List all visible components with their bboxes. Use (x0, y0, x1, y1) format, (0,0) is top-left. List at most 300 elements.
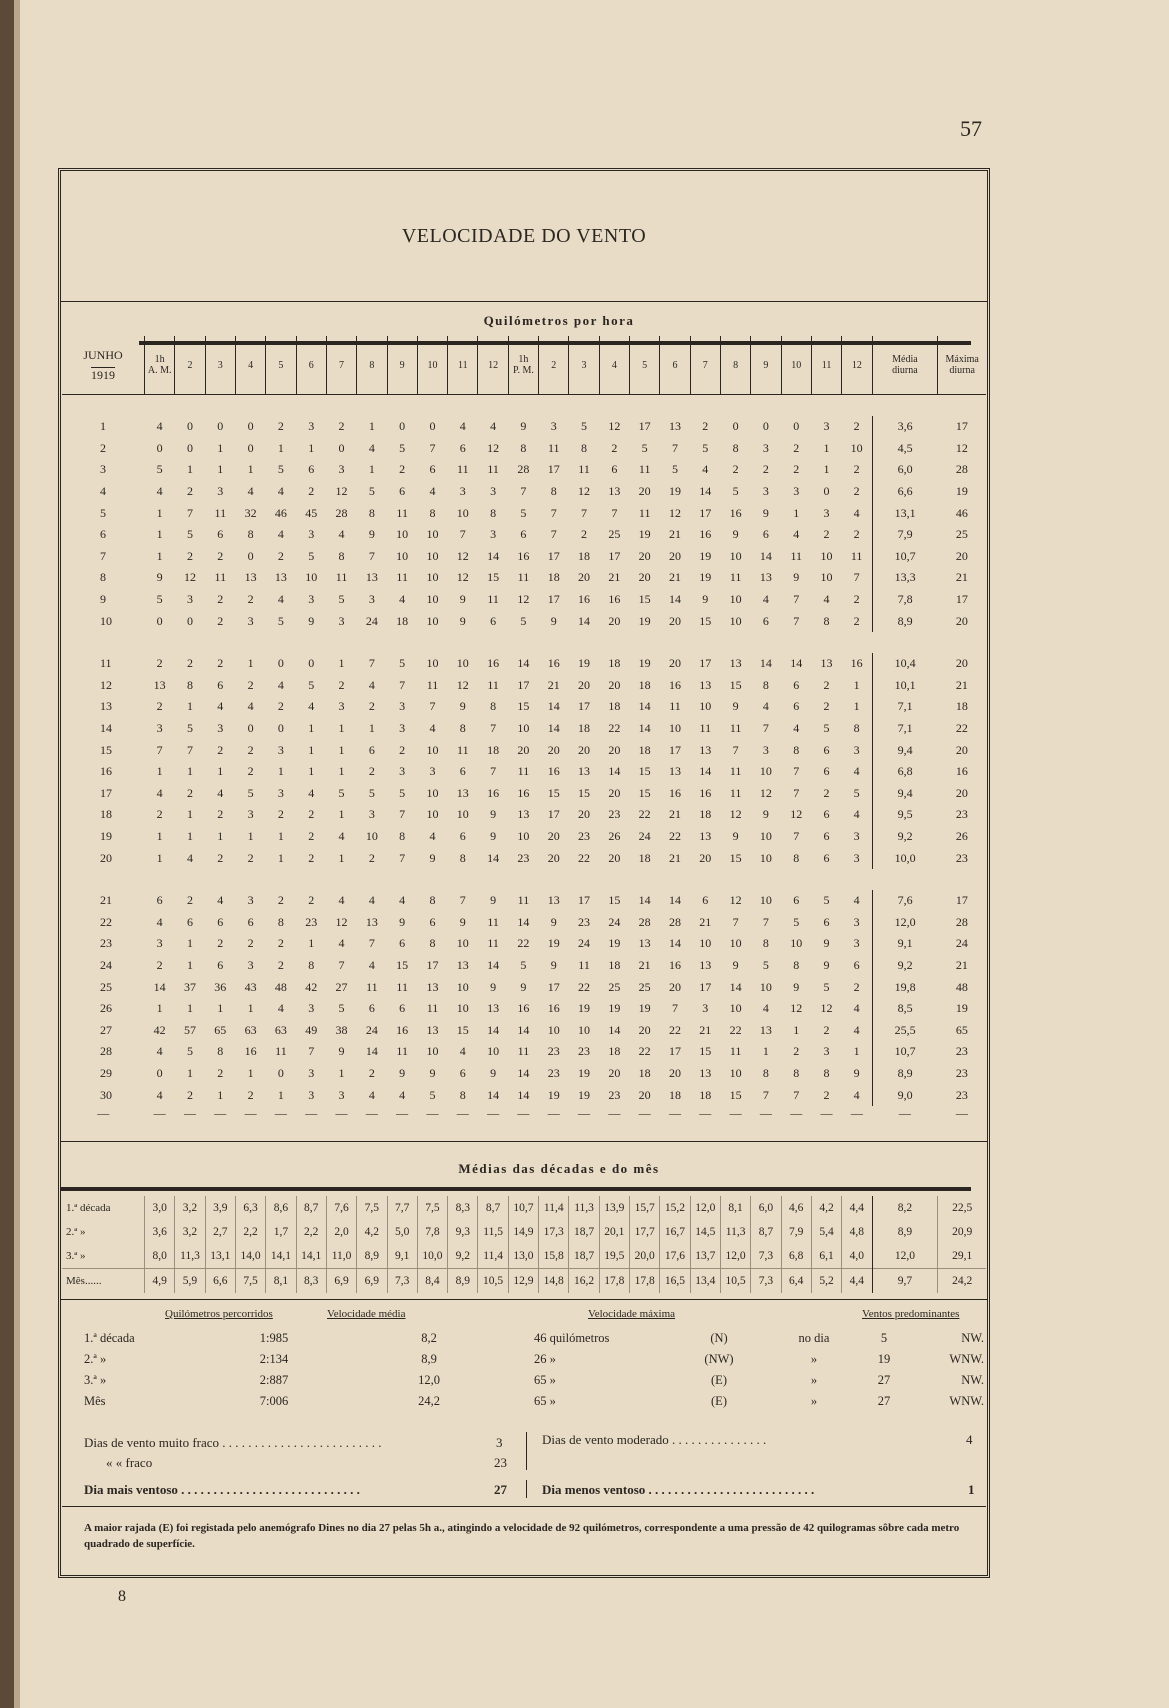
hourly-value: 14 (699, 484, 712, 499)
average-value: 9,3 (448, 1220, 478, 1244)
hourly-value: 9 (308, 613, 315, 628)
hourly-value: 3 (277, 785, 284, 800)
hourly-value: 3 (399, 699, 406, 714)
hourly-value: 5 (732, 484, 739, 499)
average-value: 16,2 (569, 1269, 599, 1294)
hourly-value: 15 (699, 613, 712, 628)
hourly-value: 18 (699, 1087, 712, 1102)
daily-mean: 10,7 (872, 1041, 938, 1063)
hourly-value: 8 (581, 440, 588, 455)
day-row (62, 1019, 986, 1041)
hourly-value: 16 (608, 592, 621, 607)
hourly-value: 23 (547, 1065, 560, 1080)
hourly-value: 4 (368, 677, 375, 692)
hourly-value: 16 (547, 656, 560, 671)
hourly-value: 1 (156, 764, 163, 779)
hourly-value: 2 (853, 613, 860, 628)
hourly-value: 23 (517, 850, 530, 865)
daily-max: 20 (955, 656, 968, 671)
summary-dia-label: no dia (798, 1331, 830, 1345)
average-value: 8,3 (448, 1196, 478, 1220)
summary-dir: (NW) (704, 1352, 734, 1366)
day-row (62, 890, 986, 912)
day-number: 1 (100, 419, 106, 434)
hourly-value: 15 (487, 570, 500, 585)
hourly-value: 12 (335, 914, 348, 929)
hourly-value: 5 (156, 462, 163, 477)
hourly-value: 17 (578, 699, 591, 714)
daily-max: 20 (955, 785, 968, 800)
hourly-value: 8 (550, 484, 557, 499)
hourly-value: 13 (365, 914, 378, 929)
hourly-value: 16 (699, 527, 712, 542)
hourly-value: 1 (247, 1065, 254, 1080)
average-label: 1.ª década (66, 1202, 111, 1214)
hourly-value: 9 (156, 570, 163, 585)
hourly-value: 2 (853, 484, 860, 499)
hourly-value: 5 (762, 957, 769, 972)
dia-menos-ventoso-label: Dia menos ventoso (542, 1482, 646, 1497)
average-value: 17,3 (539, 1220, 569, 1244)
summary-vel: 24,2 (418, 1394, 440, 1408)
daily-max: 28 (955, 914, 968, 929)
hourly-value: 16 (699, 785, 712, 800)
hourly-value: 6 (823, 914, 830, 929)
hourly-value: 7 (459, 893, 466, 908)
hour-header: 11 (448, 336, 478, 395)
hourly-value: 2 (823, 527, 830, 542)
average-value: 7,7 (387, 1196, 417, 1220)
hourly-value: 3 (368, 807, 375, 822)
hourly-value: 1 (156, 828, 163, 843)
average-value: 16,7 (660, 1220, 690, 1244)
hourly-value: 3 (490, 527, 497, 542)
hourly-value: 10 (517, 828, 530, 843)
hourly-value: 10 (456, 936, 469, 951)
hour-header: 10 (781, 336, 811, 395)
hourly-value: 11 (487, 936, 499, 951)
hourly-value: 4 (762, 1001, 769, 1016)
hourly-value: 10 (729, 548, 742, 563)
hourly-value: 2 (793, 440, 800, 455)
hourly-value: 4 (762, 699, 769, 714)
average-value: 4,0 (842, 1244, 872, 1269)
hourly-value: 2 (186, 484, 193, 499)
hourly-value: 9 (490, 979, 497, 994)
hourly-value: 6 (823, 850, 830, 865)
hourly-value: 8 (368, 505, 375, 520)
hourly-value: 13 (456, 785, 469, 800)
day-number: 4 (100, 484, 106, 499)
hourly-value: 7 (520, 484, 527, 499)
hourly-value: 6 (823, 807, 830, 822)
hourly-value: 9 (793, 979, 800, 994)
dash-mark: — (456, 1106, 469, 1121)
hourly-value: 11 (487, 677, 499, 692)
daily-max: 23 (955, 1065, 968, 1080)
hourly-value: 9 (762, 807, 769, 822)
hourly-value: 8 (853, 721, 860, 736)
hourly-value: 10 (456, 505, 469, 520)
average-value: 3,9 (205, 1196, 235, 1220)
average-value: 6,8 (781, 1244, 811, 1269)
hourly-value: 17 (547, 592, 560, 607)
hourly-value: 3 (308, 527, 315, 542)
hourly-value: 10 (426, 1044, 439, 1059)
hourly-value: 12 (668, 505, 681, 520)
hourly-value: 16 (668, 785, 681, 800)
average-value: 11,4 (539, 1196, 569, 1220)
hourly-value: 6 (368, 1001, 375, 1016)
hourly-value: 9 (399, 914, 406, 929)
hourly-value: 0 (399, 419, 406, 434)
hourly-value: 2 (308, 828, 315, 843)
daily-mean: 7,1 (872, 696, 938, 718)
hourly-value: 3 (156, 721, 163, 736)
hourly-value: 23 (547, 1044, 560, 1059)
daily-max: 23 (955, 807, 968, 822)
hourly-value: 5 (308, 548, 315, 563)
daily-max: 26 (955, 828, 968, 843)
hourly-value: 7 (186, 505, 193, 520)
hourly-value: 2 (277, 807, 284, 822)
hourly-value: 13 (517, 807, 530, 822)
hourly-value: 17 (547, 548, 560, 563)
hourly-value: 17 (547, 979, 560, 994)
hourly-value: 2 (399, 742, 406, 757)
hourly-value: 28 (517, 462, 530, 477)
hourly-value: 10 (699, 699, 712, 714)
hourly-value: 8 (823, 613, 830, 628)
hourly-value: 11 (729, 785, 742, 800)
hourly-value: 5 (520, 957, 527, 972)
hourly-value: 1 (853, 677, 860, 692)
hourly-value: 5 (853, 785, 860, 800)
hourly-value: 6 (399, 936, 406, 951)
hourly-value: 6 (762, 613, 769, 628)
average-max: 29,1 (938, 1244, 986, 1269)
hourly-value: 4 (186, 850, 193, 865)
hourly-value: 23 (305, 914, 318, 929)
daily-mean: 12,0 (872, 911, 938, 933)
hour-header: 2 (175, 336, 205, 395)
hourly-value: 1 (186, 936, 193, 951)
hourly-value: 2 (853, 979, 860, 994)
hourly-value: 3 (186, 592, 193, 607)
hourly-value: 20 (578, 742, 591, 757)
average-value: 14,9 (508, 1220, 538, 1244)
hourly-value: 6 (823, 742, 830, 757)
hourly-value: 7 (793, 1087, 800, 1102)
hourly-value: 21 (699, 1022, 712, 1037)
average-value: 14,1 (296, 1244, 326, 1269)
hourly-value: 11 (366, 979, 378, 994)
day-row (62, 847, 986, 869)
hourly-value: 9 (338, 1044, 345, 1059)
summary-km: 2:887 (259, 1373, 289, 1387)
hourly-value: 4 (247, 484, 254, 499)
daily-max: 17 (955, 592, 968, 607)
dash-mark: — (426, 1106, 439, 1121)
day-row (62, 589, 986, 611)
hourly-value: 2 (247, 592, 254, 607)
hourly-value: 4 (217, 785, 224, 800)
average-value: 8,0 (145, 1244, 175, 1269)
hourly-value: 18 (578, 721, 591, 736)
hourly-value: 11 (729, 570, 742, 585)
hourly-value: 22 (578, 850, 591, 865)
hourly-value: 4 (459, 419, 466, 434)
dash-mark: — (214, 1106, 227, 1121)
summary-row (84, 1391, 984, 1412)
average-value: 8,1 (266, 1269, 296, 1294)
hourly-value: 5 (186, 721, 193, 736)
average-value: 13,0 (508, 1244, 538, 1269)
dash-mark: — (97, 1106, 110, 1121)
hourly-value: 4 (308, 785, 315, 800)
hourly-value: 10 (820, 548, 833, 563)
dia-mais-ventoso-value: 27 (494, 1482, 507, 1497)
hourly-value: 6 (217, 914, 224, 929)
hourly-value: 4 (702, 462, 709, 477)
average-value: 3,2 (175, 1196, 205, 1220)
hourly-value: 3 (338, 613, 345, 628)
hourly-value: 4 (368, 1087, 375, 1102)
hourly-value: 8 (490, 699, 497, 714)
hourly-value: 5 (338, 592, 345, 607)
day-number: 21 (100, 893, 112, 908)
hourly-value: 2 (399, 462, 406, 477)
hourly-value: 13 (547, 893, 560, 908)
day-row (62, 524, 986, 546)
daily-mean: 9,1 (872, 933, 938, 955)
summary-top-rule (61, 1299, 987, 1300)
hourly-value: 2 (217, 548, 224, 563)
hourly-value: 0 (247, 721, 254, 736)
hourly-value: 24 (365, 1022, 378, 1037)
hourly-value: 2 (611, 440, 618, 455)
hourly-value: 7 (611, 505, 618, 520)
daily-max: 46 (955, 505, 968, 520)
hourly-value: 57 (183, 1022, 196, 1037)
day-number: 9 (100, 592, 106, 607)
hourly-value: 12 (820, 1001, 833, 1016)
hourly-value: 4 (277, 1001, 284, 1016)
dia-mais-ventoso-label: Dia mais ventoso (84, 1482, 178, 1497)
hourly-value: 9 (702, 592, 709, 607)
daily-mean: 7,1 (872, 718, 938, 740)
day-row (62, 567, 986, 589)
summary-dir: (E) (711, 1394, 727, 1408)
hourly-value: 23 (578, 828, 591, 843)
hourly-value: 6 (702, 893, 709, 908)
hourly-value: 9 (490, 1065, 497, 1080)
average-value: 7,3 (751, 1244, 781, 1269)
hourly-value: 21 (668, 807, 681, 822)
average-value: 3,6 (145, 1220, 175, 1244)
hourly-value: 20 (668, 979, 681, 994)
hourly-value: 5 (247, 785, 254, 800)
hourly-value: 22 (608, 721, 621, 736)
hourly-value: 18 (608, 699, 621, 714)
hourly-value: 4 (853, 807, 860, 822)
dash-mark: — (820, 1106, 833, 1121)
hourly-value: 63 (274, 1022, 287, 1037)
hourly-value: 17 (638, 419, 651, 434)
days-fraco-label: « « fraco (106, 1455, 153, 1470)
daily-mean: 10,0 (872, 847, 938, 869)
hourly-value: 5 (338, 785, 345, 800)
dash-mark: — (517, 1106, 530, 1121)
hourly-value: 8 (429, 893, 436, 908)
hourly-value: 20 (668, 613, 681, 628)
hourly-value: 11 (487, 914, 499, 929)
hourly-value: 7 (490, 721, 497, 736)
hourly-value: 13 (426, 979, 439, 994)
hourly-value: 10 (729, 936, 742, 951)
daily-max: 20 (955, 548, 968, 563)
hourly-value: 7 (550, 527, 557, 542)
average-value: 2,7 (205, 1220, 235, 1244)
summary-max: 65 » (534, 1373, 556, 1387)
daily-mean: 9,4 (872, 783, 938, 805)
hourly-value: 10 (426, 548, 439, 563)
hour-header: 7 (326, 336, 356, 395)
hourly-value: 7 (671, 1001, 678, 1016)
dash-mark: — (365, 1106, 378, 1121)
summary-dir: (E) (711, 1373, 727, 1387)
hourly-value: 3 (550, 419, 557, 434)
day-row (62, 933, 986, 955)
hourly-value: 1 (186, 807, 193, 822)
daily-mean: 7,8 (872, 589, 938, 611)
average-value: 13,7 (690, 1244, 720, 1269)
hourly-value: 0 (277, 721, 284, 736)
hourly-value: 11 (638, 462, 651, 477)
hourly-value: 2 (823, 1087, 830, 1102)
hourly-value: 20 (638, 1087, 651, 1102)
hourly-value: 12 (335, 484, 348, 499)
hourly-value: 1 (793, 1022, 800, 1037)
hourly-value: 2 (338, 677, 345, 692)
hourly-value: 7 (762, 721, 769, 736)
hourly-value: 10 (426, 527, 439, 542)
hourly-value: 19 (638, 656, 651, 671)
day-row (62, 653, 986, 675)
daily-mean: 19,8 (872, 976, 938, 998)
hourly-value: 20 (608, 742, 621, 757)
hourly-value: 26 (608, 828, 621, 843)
hourly-value: 2 (277, 893, 284, 908)
average-value: 8,9 (357, 1244, 387, 1269)
hourly-value: 2 (308, 484, 315, 499)
day-row (62, 718, 986, 740)
daily-max: 23 (955, 1087, 968, 1102)
hourly-value: 48 (274, 979, 287, 994)
hourly-value: 3 (277, 742, 284, 757)
hourly-value: 49 (305, 1022, 318, 1037)
day-number: 17 (100, 785, 112, 800)
hourly-value: 3 (308, 419, 315, 434)
hourly-value: 2 (186, 656, 193, 671)
hourly-value: 8 (247, 527, 254, 542)
average-max: 22,5 (938, 1196, 986, 1220)
hourly-value: 3 (308, 1065, 315, 1080)
average-value: 7,9 (781, 1220, 811, 1244)
hourly-value: 3 (853, 850, 860, 865)
hourly-value: 18 (396, 613, 409, 628)
average-value: 15,2 (660, 1196, 690, 1220)
hourly-value: 2 (277, 419, 284, 434)
hourly-value: 12 (183, 570, 196, 585)
hourly-value: 19 (608, 1001, 621, 1016)
hourly-value: 2 (186, 893, 193, 908)
hourly-value: 18 (638, 742, 651, 757)
hourly-value: 2 (308, 850, 315, 865)
hourly-value: 11 (729, 721, 742, 736)
hourly-value: 1 (338, 807, 345, 822)
average-value: 2,0 (326, 1220, 356, 1244)
hourly-value: 3 (762, 440, 769, 455)
hourly-value: 15 (547, 785, 560, 800)
dash-mark: — (668, 1106, 681, 1121)
hourly-value: 7 (550, 505, 557, 520)
daily-max: 24 (955, 936, 968, 951)
hourly-value: 25 (638, 979, 651, 994)
hourly-value: 20 (668, 548, 681, 563)
hourly-value: 42 (153, 1022, 166, 1037)
hourly-value: 1 (156, 527, 163, 542)
hourly-value: 0 (277, 656, 284, 671)
average-value: 14,0 (235, 1244, 265, 1269)
average-value: 2,2 (296, 1220, 326, 1244)
hourly-value: 3 (338, 1087, 345, 1102)
day-number: 29 (100, 1065, 112, 1080)
hourly-value: 20 (668, 1065, 681, 1080)
dash-mark: — (638, 1106, 651, 1121)
hourly-value: 1 (338, 656, 345, 671)
hourly-value: 4 (429, 721, 436, 736)
hourly-value: 1 (186, 828, 193, 843)
hourly-value: 23 (608, 807, 621, 822)
hourly-value: 20 (547, 742, 560, 757)
average-value: 7,3 (387, 1269, 417, 1294)
daily-mean: 6,8 (872, 761, 938, 783)
hourly-value: 65 (214, 1022, 227, 1037)
hourly-value: 11 (214, 505, 227, 520)
hourly-value: 18 (578, 548, 591, 563)
hourly-value: 3 (217, 721, 224, 736)
note-rule (62, 1506, 986, 1507)
daily-mean: 9,2 (872, 826, 938, 848)
hourly-value: 2 (338, 419, 345, 434)
dash-mark: — (729, 1106, 742, 1121)
hourly-value: 0 (429, 419, 436, 434)
hourly-value: 1 (338, 850, 345, 865)
hourly-value: 14 (547, 721, 560, 736)
hourly-value: 14 (517, 1087, 530, 1102)
hourly-value: 2 (247, 742, 254, 757)
hourly-value: 1 (338, 742, 345, 757)
average-value: 8,1 (720, 1196, 750, 1220)
average-value: 6,1 (811, 1244, 841, 1269)
hourly-value: 8 (823, 1065, 830, 1080)
average-value: 10,5 (720, 1269, 750, 1294)
summary-dia-label: » (810, 1373, 818, 1387)
daily-max: 22 (955, 721, 968, 736)
hourly-value: 7 (793, 613, 800, 628)
hourly-value: 3 (338, 699, 345, 714)
